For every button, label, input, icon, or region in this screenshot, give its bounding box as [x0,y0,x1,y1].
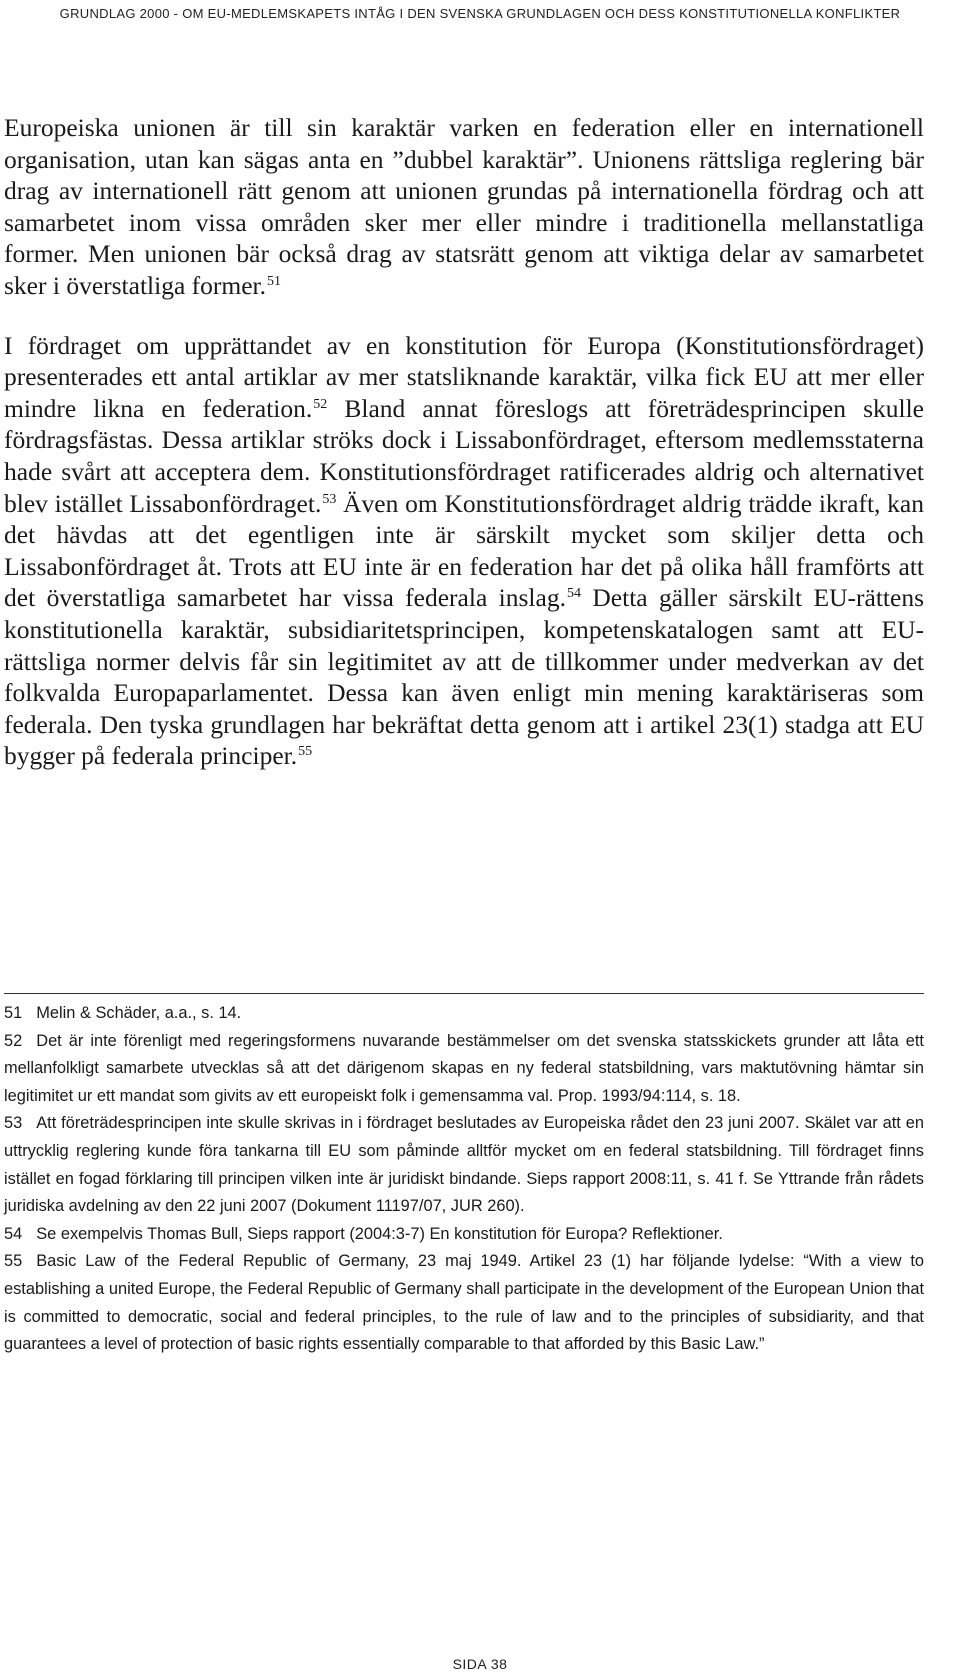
paragraph-2 [4,330,924,772]
footnote-ref-54[interactable]: 54 [566,586,581,602]
footnote-text: Basic Law of the Federal Republic of Germany, 23 maj 1949. Artikel 23 (1) har följande lydelse: “With a view to establishing a united Europe, the Federal Republic of Germany shall participate in the development of the European Union that is committed to democratic, social and federal principles, to the rule of law and to the principles of subsidiarity, and that guarantees a level of protection of basic rights essentially comparable to that afforded by this Basic Law.” [4,1252,924,1354]
footnote-text: Det är inte förenligt med regeringsformens nuvarande bestämmelser om det svenska statsskickets grunder att låta ett mellanfolkligt samarbete utvecklas så att det därigenom skapas en ny federal statsbildning, vars maktutövning hämtar sin legitimitet ur ett mandat som givits av ett europeiskt folk i gemensamma val. Prop. 1993/94:114, s. 18. [4,1031,924,1105]
paragraph-2-sentence-1: I fördraget om upprättandet av en konstitution för Europa (Konstitutionsfördraget) presenterades ett antal artiklar av mer statsliknande karaktär, vilka fick EU att mer eller mindre likna en federation. [4,330,924,423]
footnote-text: Att företrädesprincipen inte skulle skrivas in i fördraget beslutades av Europeiska rådet den 23 juni 2007. Skälet var att en uttrycklig reglering kunde föra tankarna till EU som påminde alltför mycket om en federal statsbildning. Till fördraget finns istället en fogad förklaring till principen vilken inte är juridiskt bindande. Sieps rapport 2008:11, s. 41 f. Se Yttrande från rådets juridiska avdelning av den 22 juni 2007 (Dokument 11197/07, JUR 260). [4,1114,924,1216]
footnote-55 [4,1248,924,1358]
page-number: SIDA 38 [452,1656,508,1672]
paragraph-2-sentence-3: Även om Konstitutionsfördraget aldrig trädde ikraft, kan det hävdas att det egentligen inte är särskilt mycket som skiljer detta och Lissabonfördraget åt. Trots att EU inte är en federation har det på olika håll framförts att det överstatliga samarbetet har vissa federala inslag. [4,488,924,613]
footnote-ref-52[interactable]: 52 [313,396,328,412]
footnote-ref-51[interactable]: 51 [267,273,281,289]
footnote-number: 54 [4,1224,23,1243]
footnote-number: 53 [4,1114,23,1133]
footnote-ref-53[interactable]: 53 [322,491,337,507]
footnote-text: Se exempelvis Thomas Bull, Sieps rapport (2004:3-7) En konstitution för Europa? Reflektioner. [36,1224,723,1243]
footnote-54 [4,1221,924,1249]
footnote-number: 55 [4,1252,23,1271]
body-text [4,112,924,772]
paragraph-1 [4,112,924,302]
footnote-number: 52 [4,1031,23,1050]
footnote-52 [4,1028,924,1111]
running-header: GRUNDLAG 2000 - OM EU-MEDLEMSKAPETS INTÅG I DEN SVENSKA GRUNDLAGEN OCH DESS KONSTITUTIONELLA KONFLIKTER [59,6,901,21]
footnote-text: Melin & Schäder, a.a., s. 14. [36,1004,242,1022]
footnote-53 [4,1110,924,1220]
footnote-number: 51 [4,1004,23,1022]
footnote-ref-55[interactable]: 55 [298,744,313,760]
footnote-51 [4,1000,924,1028]
paragraph-1-text: Europeiska unionen är till sin karaktär varken en federation eller en internationell organisation, utan kan sägas anta en ”dubbel karaktär”. Unionens rättsliga reglering bär drag av internationell rätt genom att unionen grundas på internationella fördrag och att samarbetet inom vissa områden sker mer eller mindre i traditionella mellanstatliga former. Men unionen bär också drag av statsrätt genom att viktiga delar av samarbetet sker i överstatliga former. [4,113,924,300]
paragraph-2-sentence-4: Detta gäller särskilt EU-rättens konstitutionella karaktär, subsidiaritetsprincipen, kompetenskatalogen samt att EU-rättsliga normer delvis får sin legitimitet av att de tillkommer under medverkan av det folkvalda Europaparlamentet. Dessa kan även enligt min mening karaktäriseras som federala. Den tyska grundlagen har bekräftat detta genom att i artikel 23(1) stadga att EU bygger på federala principer. [4,583,924,771]
footnote-divider [4,993,924,994]
paragraph-2-sentence-2: Bland annat föreslogs att företrädesprincipen skulle fördragsfästas. Dessa artiklar ströks dock i Lissabonfördraget, eftersom medlemsstaterna hade svårt att acceptera dem. Konstitutionsfördraget ratificerades aldrig och alternativet blev istället Lissabonfördraget. [4,393,924,518]
footnotes [4,1000,924,1359]
